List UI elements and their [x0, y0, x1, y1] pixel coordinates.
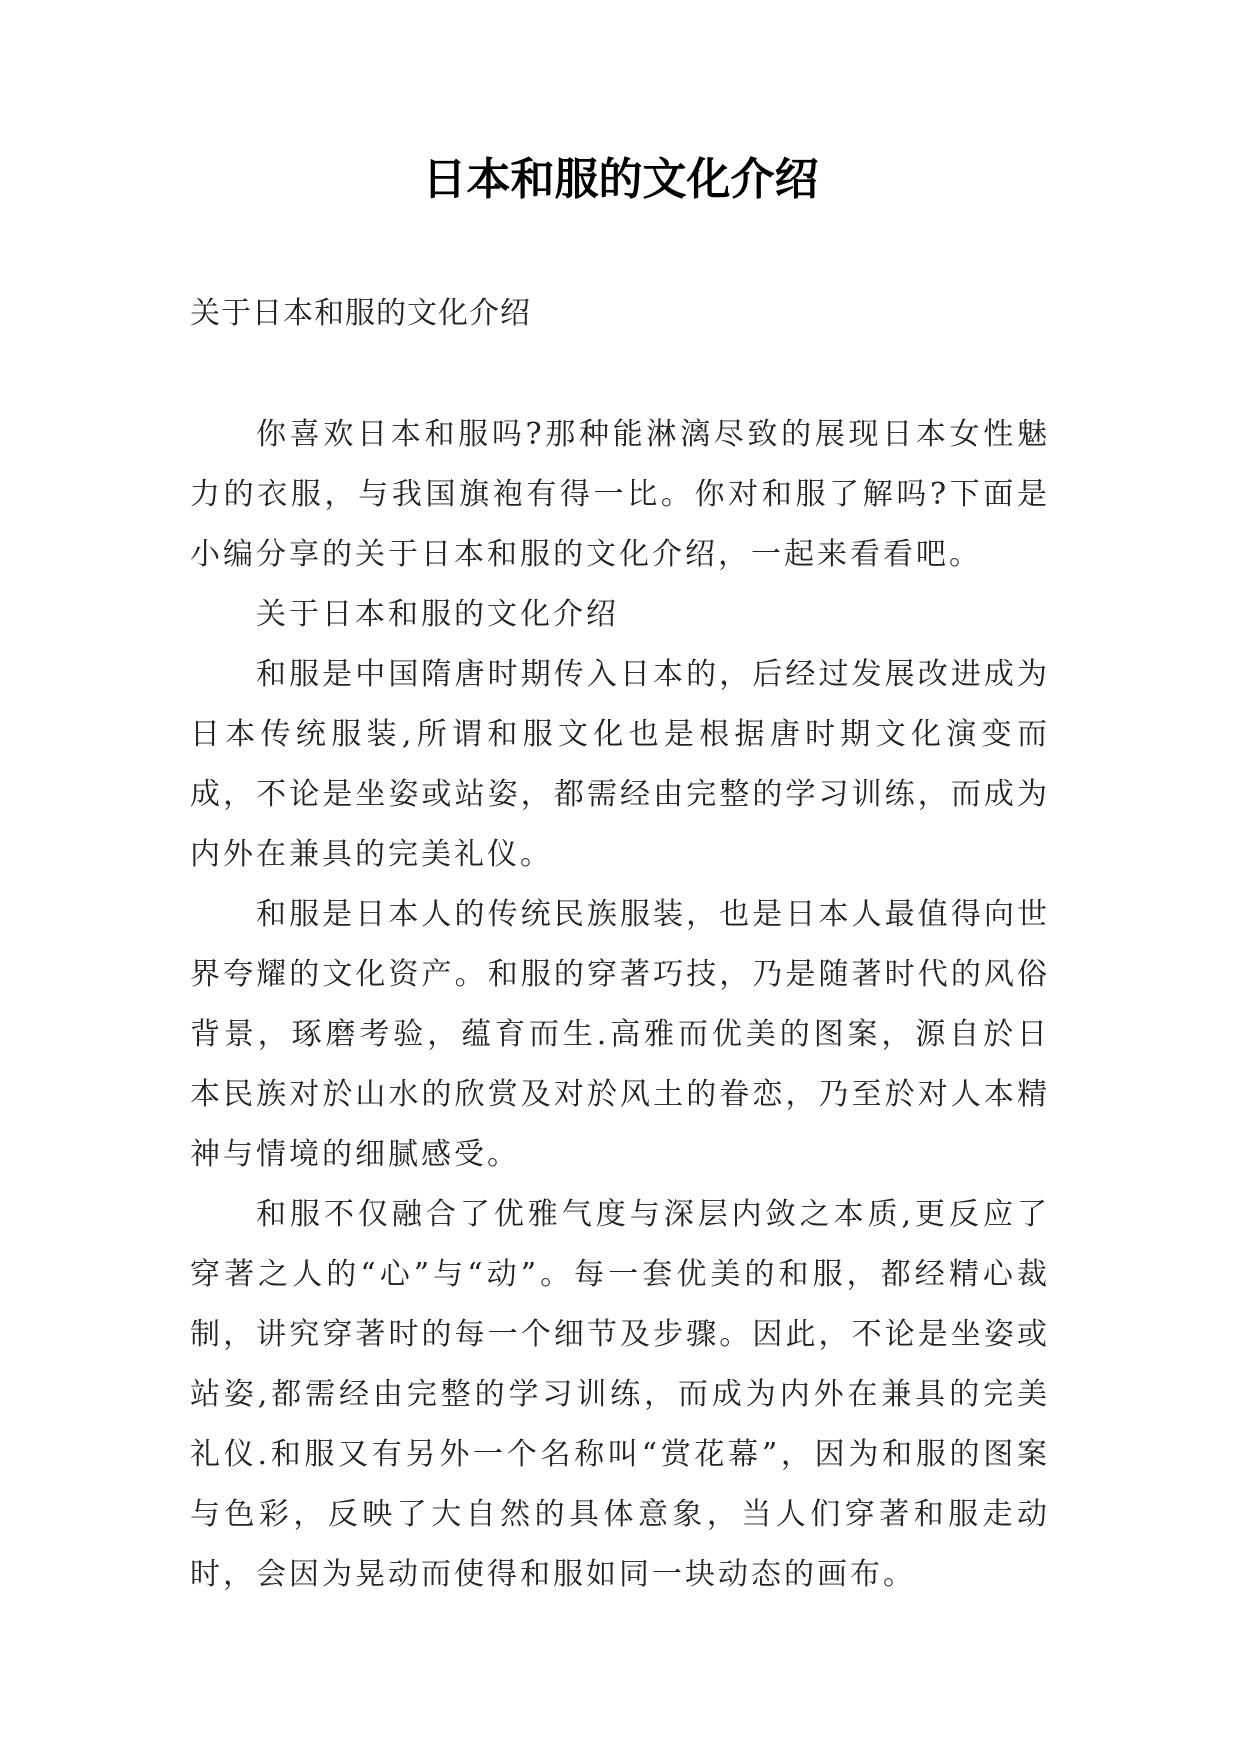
paragraph-intro: 你喜欢日本和服吗?那种能淋漓尽致的展现日本女性魅力的衣服，与我国旗袍有得一比。你对和服了解吗?下面是小编分享的关于日本和服的文化介绍，一起来看看吧。 — [190, 417, 1050, 572]
document-body — [190, 405, 1050, 1605]
document-subtitle: 关于日本和服的文化介绍 — [190, 296, 531, 331]
paragraph-heritage: 和服是日本人的传统民族服装，也是日本人最值得向世界夸耀的文化资产。和服的穿著巧技，乃是随著时代的风俗背景，琢磨考验，蕴育而生.高雅而优美的图案，源自於日本民族对於山水的欣赏及对於风土的眷恋，乃至於对人本精神与情境的细腻感受。 — [190, 897, 1050, 1172]
paragraph-heading: 关于日本和服的文化介绍 — [256, 597, 619, 632]
paragraph-origin: 和服是中国隋唐时期传入日本的，后经过发展改进成为日本传统服装,所谓和服文化也是根据唐时期文化演变而成，不论是坐姿或站姿，都需经由完整的学习训练，而成为内外在兼具的完美礼仪。 — [190, 657, 1050, 872]
document-title: 日本和服的文化介绍 — [422, 154, 819, 205]
paragraph-essence: 和服不仅融合了优雅气度与深层内敛之本质,更反应了穿著之人的“心”与“动”。每一套优美的和服，都经精心裁制，讲究穿著时的每一个细节及步骤。因此，不论是坐姿或站姿,都需经由完整的学习训练，而成为内外在兼具的完美礼仪.和服又有另外一个名称叫“赏花幕”，因为和服的图案与色彩，反映了大自然的具体意象，当人们穿著和服走动时，会因为晃动而使得和服如同一块动态的画布。 — [190, 1197, 1050, 1592]
